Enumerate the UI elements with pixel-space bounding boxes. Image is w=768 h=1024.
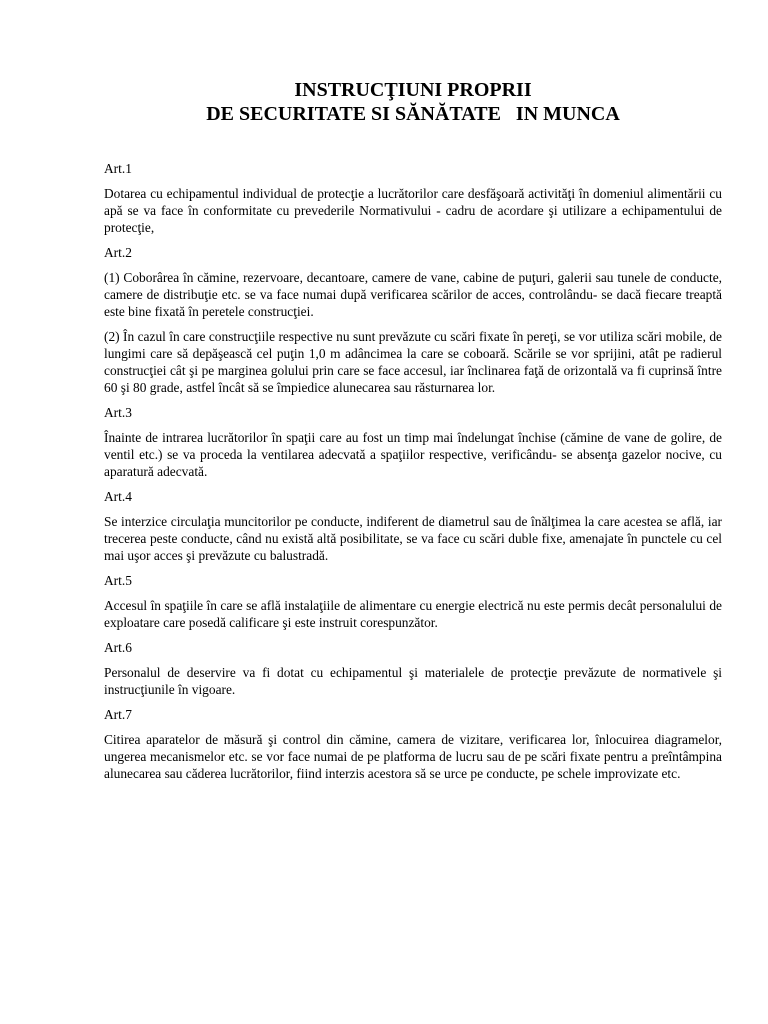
article-paragraph: (2) În cazul în care construcţiile respective nu sunt prevăzute cu scări fixate în pereţi, se vor utiliza scări mobile, de lungimi care să depăşească cel puţin 1,0 m adâncimea la care se coboară. Scările se vor sprijini, atât pe radierul construcţiei cât şi pe marginea golului prin care se face accesul, iar înclinarea faţă de orizontală va fi cuprinsă între 60 şi 80 grade, astfel încât să se împiedice alunecarea sau răsturnarea lor.	[104, 329, 722, 395]
article-heading: Art.2	[104, 245, 132, 260]
article-3	[104, 404, 722, 480]
article-2	[104, 244, 722, 396]
article-4	[104, 488, 722, 564]
article-heading: Art.4	[104, 489, 132, 504]
article-heading: Art.7	[104, 707, 132, 722]
document-page	[104, 78, 722, 790]
article-paragraph: (1) Coborârea în cămine, rezervoare, decantoare, camere de vane, cabine de puţuri, galerii sau tunele de conducte, camere de distribuţie etc. se va face numai după verificarea scărilor de acces, controlându- se dacă fiecare treaptă este bine fixată în peretele construcţiei.	[104, 270, 722, 319]
article-paragraph: Dotarea cu echipamentul individual de protecţie a lucrătorilor care desfăşoară activităţi în domeniul alimentării cu apă se va face în conformitate cu prevederile Normativului - cadru de acordare şi utilizare a echipamentului de protecţie,	[104, 186, 722, 235]
article-heading: Art.3	[104, 405, 132, 420]
articles-list	[104, 160, 722, 782]
article-heading: Art.1	[104, 161, 132, 176]
title-line-1: INSTRUCŢIUNI PROPRII	[294, 79, 532, 101]
article-6	[104, 639, 722, 698]
article-paragraph: Personalul de deservire va fi dotat cu echipamentul şi materialele de protecţie prevăzute de normativele şi instrucţiunile în vigoare.	[104, 665, 722, 697]
article-7	[104, 706, 722, 782]
article-paragraph: Citirea aparatelor de măsură şi control din cămine, camera de vizitare, verificarea lor, înlocuirea diagramelor, ungerea mecanismelor etc. se vor face numai de pe platforma de lucru sau de pe scări fixate pentru a preîntâmpina alunecarea sau căderea lucrătorilor, fiind interzis acestora să se urce pe conducte, pe schele improvizate etc.	[104, 732, 722, 781]
title-line-2: DE SECURITATE SI SĂNĂTATE IN MUNCA	[206, 103, 620, 125]
article-heading: Art.6	[104, 640, 132, 655]
document-title	[104, 78, 722, 126]
article-paragraph: Se interzice circulaţia muncitorilor pe conducte, indiferent de diametrul sau de înălţimea la care acestea se află, iar trecerea peste conducte, când nu există altă posibilitate, se va face cu scări duble fixe, amenajate în punctele cu cel mai uşor acces şi prevăzute cu balustradă.	[104, 514, 722, 563]
article-paragraph: Accesul în spaţiile în care se află instalaţiile de alimentare cu energie electrică nu este permis decât personalului de exploatare care posedă calificare şi este instruit corespunzător.	[104, 598, 722, 630]
article-1	[104, 160, 722, 236]
article-heading: Art.5	[104, 573, 132, 588]
article-5	[104, 572, 722, 631]
article-paragraph: Înainte de intrarea lucrătorilor în spaţii care au fost un timp mai îndelungat închise (cămine de vane de golire, de ventil etc.) se va proceda la ventilarea adecvată a spaţiilor respective, verificându- se absenţa gazelor nocive, cu aparatură adecvată.	[104, 430, 722, 479]
